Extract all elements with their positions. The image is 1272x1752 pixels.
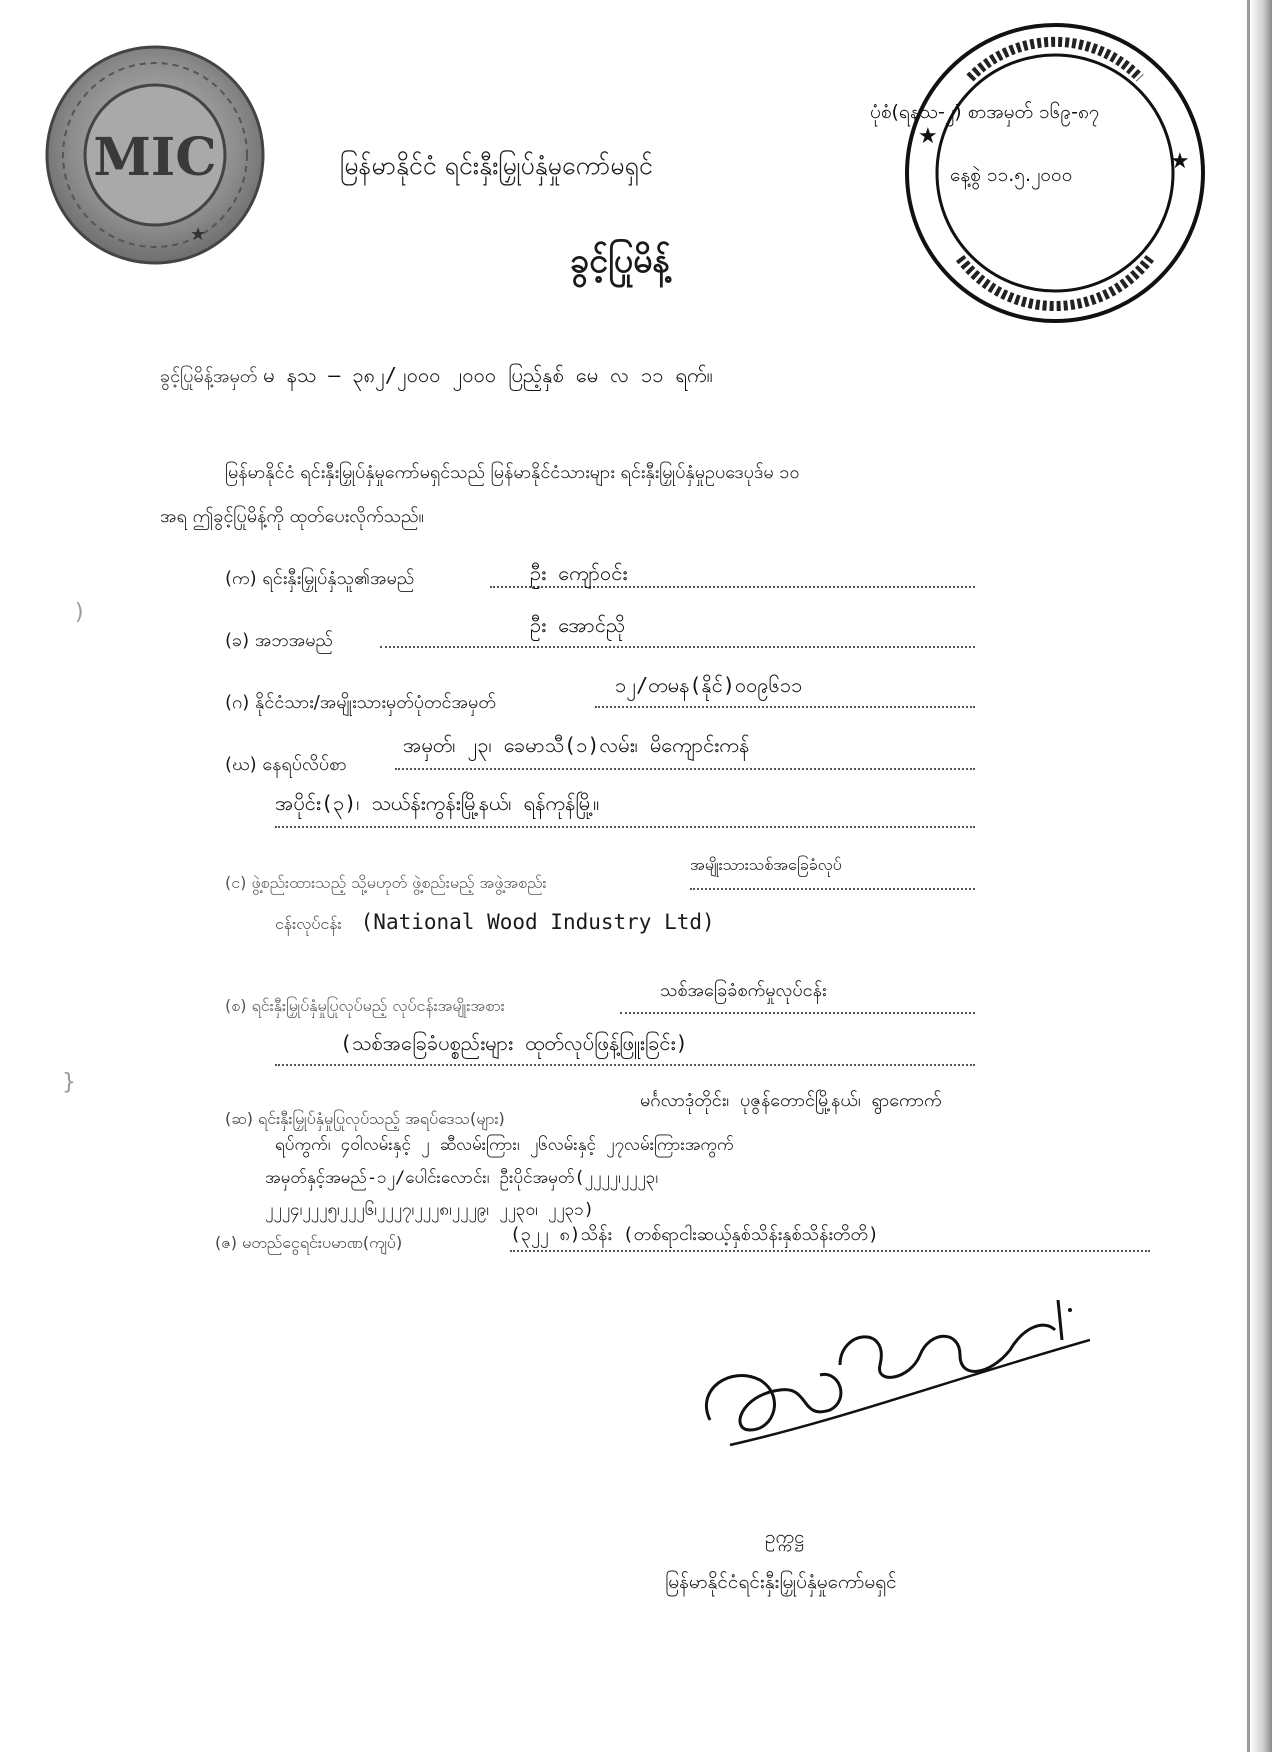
item-a-field: [490, 560, 975, 588]
svg-text:MIC: MIC: [93, 127, 217, 188]
item-h-value: (၃၂၂ ၈)သိန်း (တစ်ရာငါးဆယ့်နှစ်သိန်းနှစ်သိန်းတိတိ): [510, 1224, 879, 1245]
intro-line-2: အရ ဤခွင့်ပြုမိန့်ကို ထုတ်ပေးလိုက်သည်။: [160, 506, 424, 527]
signatory-role: ဥက္ကဋ္ဌ: [765, 1526, 805, 1548]
signatory-org: မြန်မာနိုင်ငံရင်းနှီးမြှုပ်နှံမှုကော်မရှင်: [665, 1571, 897, 1593]
item-c-value: ၁၂/တမန(နိုင်)၀၀၉၆၁၁: [615, 673, 803, 697]
item-g-value-4: ၂၂၂၄၊၂၂၂၅၊၂၂၂၆၊၂၂၂၇၊၂၂၂၈၊၂၂၂၉၊ ၂၂၃၀၊ ၂၂၃၁): [265, 1200, 595, 1220]
item-a-label: (က) ရင်းနှီးမြှုပ်နှံသူ၏အမည်: [225, 568, 415, 589]
item-d-value-1: အမှတ်၊ ၂၃၊ ခေမာသီ(၁)လမ်း၊ မိကျောင်းကန်: [403, 733, 750, 757]
permit-number-value: မ နသ – ၃၈၂/၂၀၀၀ ၂၀၀၀ ပြည့်နှစ် မေ လ ၁၁ ရက်။: [263, 363, 713, 387]
item-b-value: ဦး အောင်ညို: [530, 613, 626, 637]
item-g-value-3: အမှတ်နှင့်အမည်-၁၂/ပေါင်းလောင်း၊ ဦးပိုင်အမှတ်(၂၂၂၂၊၂၂၂၃၊: [265, 1168, 659, 1188]
item-h-label: (ဇ) မတည်ငွေရင်းပမာဏ(ကျပ်): [215, 1233, 403, 1252]
item-a-value: ဦး ကျော်ဝင်း: [530, 561, 628, 585]
item-f-label: (စ) ရင်းနှီးမြှုပ်နှံမှုပြုလုပ်မည့် လုပ်ငန်းအမျိုးအစား: [225, 996, 505, 1015]
item-e-label: (င) ဖွဲ့စည်းထားသည့် သို့မဟုတ် ဖွဲ့စည်းမည့် အဖွဲ့အစည်း: [225, 873, 547, 892]
item-f-value-2: (သစ်အခြေခံပစ္စည်းများ ထုတ်လုပ်ဖြန့်ဖြူးခြင်း): [340, 1031, 688, 1055]
item-f-field-1: [620, 978, 975, 1014]
stamp-form-line: ပုံစံ(ရနသ-၂) စာအမှတ် ၁၆၉-၈၇: [870, 101, 1100, 123]
item-h-field: [510, 1222, 1150, 1252]
item-f-field-2: [275, 1030, 975, 1066]
stamp-date-line: နေ့စွဲ ၁၁.၅.၂၀၀၀: [950, 164, 1073, 186]
item-g-field-3: [265, 1167, 658, 1192]
item-d-label: (ဃ) နေရပ်လိပ်စာ: [225, 754, 347, 775]
item-e-value-english: (National Wood Industry Ltd): [360, 910, 715, 934]
date-stamp: [870, 18, 1210, 328]
item-g-label: (ဆ) ရင်းနှီးမြှုပ်နှံမှုပြုလုပ်သည့် အရပ်ဒေသ(များ): [225, 1109, 505, 1128]
item-d-value-2: အပိုင်း(၃)၊ သယ်န်းကွန်းမြို့နယ်၊ ရန်ကုန်မြို့။: [275, 791, 600, 815]
item-g-field-2: [275, 1134, 734, 1159]
item-c-label: (ဂ) နိုင်ငံသား/အမျိုးသားမှတ်ပုံတင်အမှတ်: [225, 692, 496, 713]
item-d-field-2: [275, 790, 975, 828]
permit-number-label: ခွင့်ပြုမိန့်အမှတ်: [160, 366, 258, 387]
intro-line-1: မြန်မာနိုင်ငံ ရင်းနှီးမြှုပ်နှံမှုကော်မရှင်သည် မြန်မာနိုင်ငံသားများ ရင်းနှီးမြှုပ်နှံမှုဥပဒေပုဒ်မ ၁၀: [225, 462, 800, 483]
item-e-value-1: အမျိုးသားသစ်အခြေခံလုပ်: [690, 855, 842, 874]
permit-number-row: [160, 362, 713, 392]
item-c-field: [595, 672, 975, 708]
item-g-field-1: [640, 1088, 942, 1115]
document-title: ခွင့်ပြုမိန့်: [570, 241, 671, 281]
mic-seal-graphic: [40, 40, 270, 270]
signature-scrawl: [690, 1270, 1090, 1490]
item-b-field: [380, 612, 975, 648]
item-b-label: (ခ) အဘအမည်: [225, 630, 333, 651]
item-d-field-1: [395, 732, 975, 770]
item-f-value-1: သစ်အခြေခံစက်မှုလုပ်ငန်း: [660, 980, 827, 1001]
item-e-field-1: [690, 854, 975, 890]
svg-text:★: ★: [190, 224, 207, 245]
chairman-signature: [690, 1270, 1090, 1490]
mic-seal: [40, 40, 270, 270]
item-e-field-2: [275, 910, 715, 937]
item-g-value-2: ရပ်ကွက်၊ ၄ဝါလမ်းနှင့် ၂ ဆီလမ်းကြား၊ ၂၆လမ်းနှင့် ၂၇လမ်းကြားအကွက်: [275, 1135, 734, 1155]
svg-text:★: ★: [1170, 149, 1190, 174]
svg-text:★: ★: [918, 124, 938, 149]
scan-speck: ): [75, 600, 84, 625]
item-g-value-1: မင်္ဂလာဒုံတိုင်း၊ ပုဇွန်တောင်မြို့နယ်၊ ရွာကောက်: [640, 1090, 942, 1111]
item-e-value-2: ငန်းလုပ်ငန်း: [275, 914, 342, 933]
org-title: မြန်မာနိုင်ငံ ရင်းနှီးမြှုပ်နှံမှုကော်မရှင်: [340, 151, 653, 180]
page-edge-shadow: [1250, 0, 1272, 1752]
item-g-field-4: [265, 1199, 594, 1224]
scan-speck: }: [62, 1070, 76, 1095]
